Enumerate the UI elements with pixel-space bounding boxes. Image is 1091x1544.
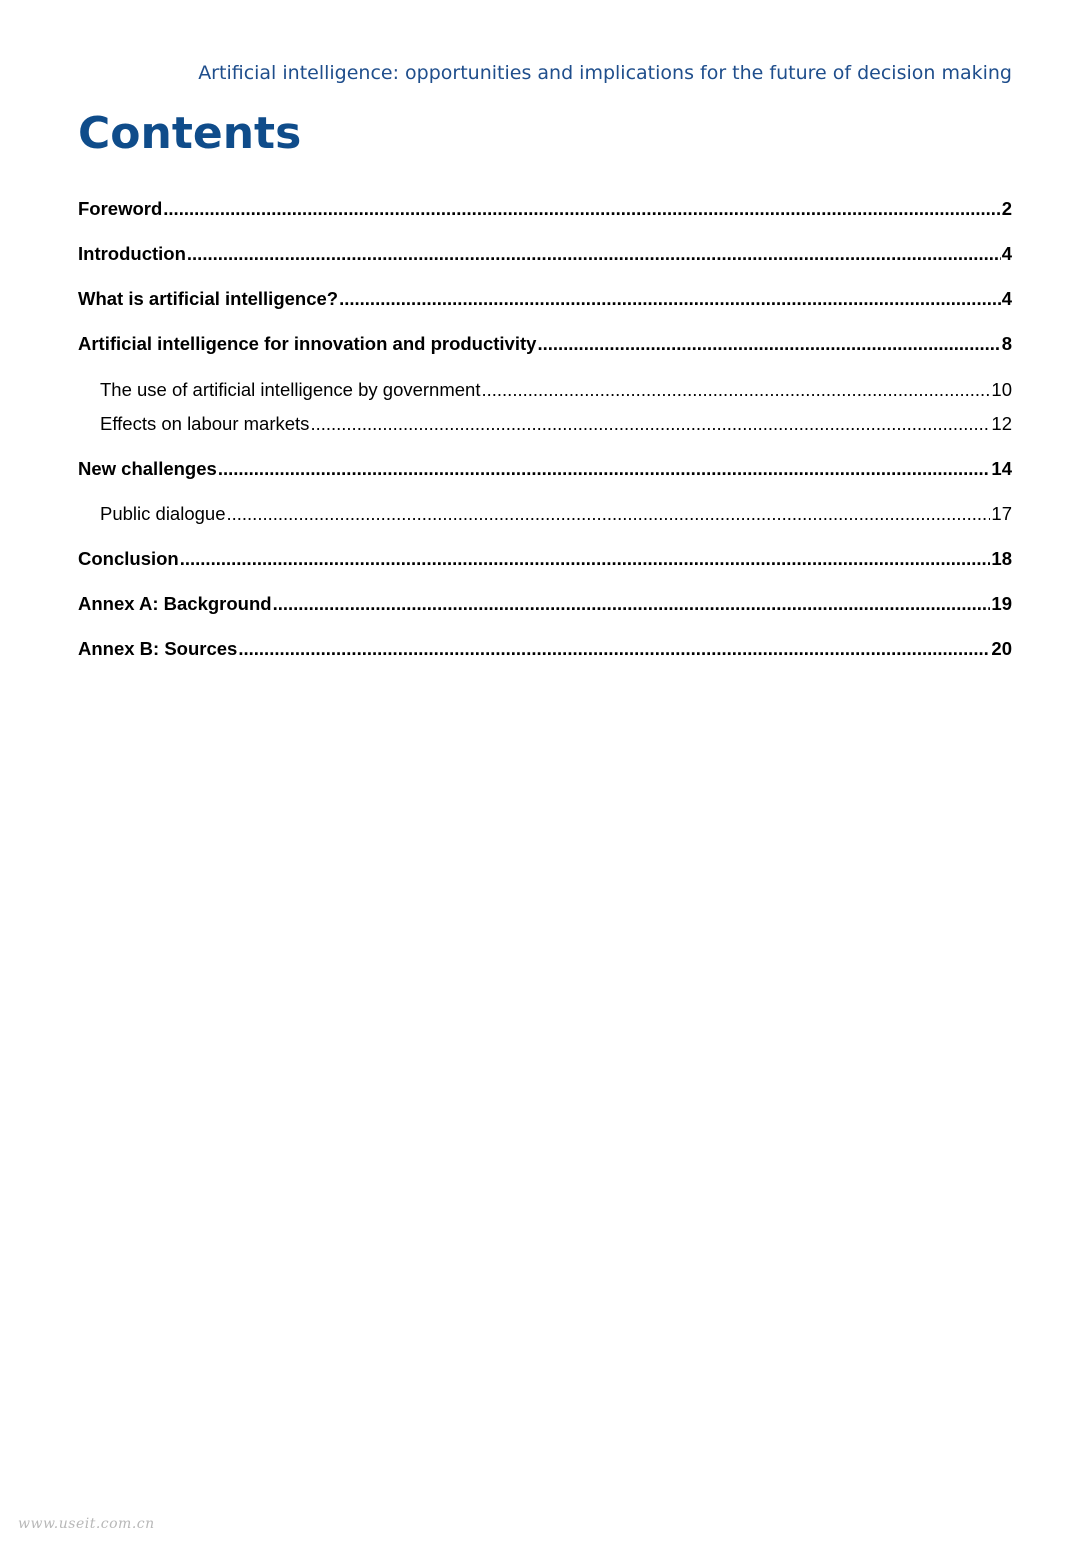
toc-entry-what-is-ai[interactable] [78,287,1012,311]
dot-leader [339,287,1001,311]
page-title: Contents [78,108,302,159]
dot-leader [218,457,991,481]
toc-entry-new-challenges[interactable] [78,457,1012,481]
dot-leader [238,637,990,661]
dot-leader [481,378,990,402]
toc-page-number: 12 [991,413,1012,434]
toc-page-number: 8 [1001,333,1012,354]
dot-leader [537,332,1000,356]
toc-page-number: 14 [991,458,1012,479]
toc-page-number: 20 [991,638,1012,659]
toc-entry-label: Public dialogue [100,503,226,524]
toc-entry-foreword[interactable] [78,197,1012,221]
toc-entry-conclusion[interactable] [78,547,1012,571]
dot-leader [163,197,1000,221]
toc-entry-annex-a[interactable] [78,592,1012,616]
toc-entry-label: What is artificial intelligence? [78,288,339,309]
toc-page-number: 10 [991,379,1012,400]
toc-page-number: 18 [991,548,1012,569]
dot-leader [226,502,990,526]
toc-entry-label: Annex A: Background [78,593,272,614]
dot-leader [180,547,991,571]
toc-page-number: 2 [1001,198,1012,219]
toc-page-number: 19 [991,593,1012,614]
toc-entry-label: Introduction [78,243,186,264]
toc-entry-label: Foreword [78,198,163,219]
toc-entry-innovation-productivity[interactable] [78,332,1012,356]
toc-entry-introduction[interactable] [78,242,1012,266]
toc-page-number: 17 [991,503,1012,524]
running-header: Artificial intelligence: opportunities and implications for the future of decision making [198,62,1012,84]
dot-leader [187,242,1001,266]
toc-entry-labour-markets[interactable] [100,412,1012,436]
dot-leader [310,412,990,436]
toc-entry-public-dialogue[interactable] [100,502,1012,526]
toc-entry-annex-b[interactable] [78,637,1012,661]
toc-entry-label: The use of artificial intelligence by government [100,379,481,400]
toc-entry-label: Effects on labour markets [100,413,310,434]
toc-page-number: 4 [1001,243,1012,264]
dot-leader [273,592,991,616]
toc-page-number: 4 [1001,288,1012,309]
toc-entry-label: Conclusion [78,548,179,569]
toc-entry-label: Annex B: Sources [78,638,238,659]
toc-entry-label: Artificial intelligence for innovation and productivity [78,333,537,354]
watermark: www.useit.com.cn [18,1516,155,1532]
toc-entry-label: New challenges [78,458,217,479]
toc-entry-ai-by-government[interactable] [100,378,1012,402]
